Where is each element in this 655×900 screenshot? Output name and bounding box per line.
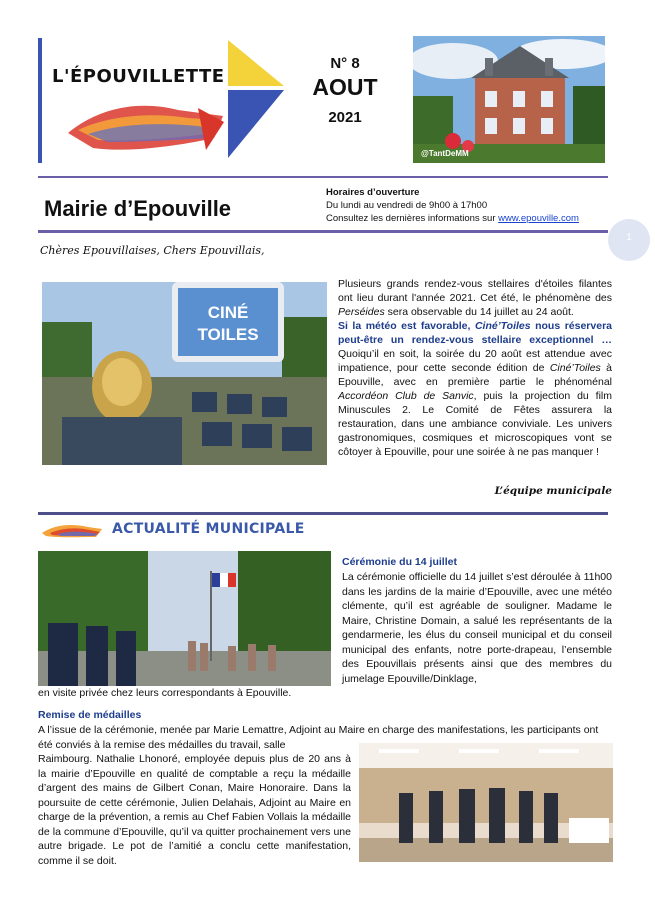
section-heading	[40, 519, 340, 541]
opening-hours	[326, 186, 579, 225]
divider	[38, 176, 608, 178]
photo-credit: @TantDeMM	[421, 149, 469, 158]
intro-paragraph	[338, 277, 612, 459]
logo-graphic	[38, 38, 288, 163]
intro-text-part: Quoiqu’il en soit, la soirée du 20 août est attendue avec impatience, pour cette seconde édition de	[338, 348, 612, 374]
brush-stroke-icon	[40, 521, 104, 539]
divider	[38, 512, 608, 515]
sign-off: L’équipe municipale	[494, 485, 612, 497]
screen-text-2: TOILES	[197, 325, 259, 344]
masthead-title: L'ÉPOUVILLETTE	[52, 66, 225, 87]
medals-text: Raimbourg. Nathalie Lhonoré, employée depuis plus de 20 ans à la mairie d’Epouville en qualité de comptable a reçu la médaille d’argent des mains de Gilbert Conan, Maire Honoraire. Dans la poursuite de cette cérémonie, Julien Delahais, Adjoint au Maire en charge de la prévention, a remis au Chef Fabien Vollais la médaille de la commune d’Epouville, qu’il va quitter prochainement vers une autre brigade. Le pot de l’amitié a conclu cette manifestation, comme il se doit.	[38, 753, 351, 867]
town-hall-photo	[413, 36, 605, 163]
intro-text-part: , puis la projection du film Minuscules 2. Le Comité de Fêtes assurera la restauration, dans une ambiance conviviale. Les univers gastronomiques, cosmiques et microscopiques vont se côtoyer à Epouville, pour une soirée à ne pas manquer !	[338, 390, 612, 458]
mairie-title: Mairie d’Epouville	[44, 196, 232, 221]
medals-lead: A l’issue de la cérémonie, menée par Marie Lemattre, Adjoint au Maire en charge des manifestations, les participants ont été conviés à la remise des médailles du travail, salle	[38, 724, 599, 751]
section-title: ACTUALITÉ MUNICIPALE	[112, 521, 305, 537]
issue-number: N° 8	[330, 55, 360, 72]
intro-text-part: Plusieurs grands rendez-vous stellaires d'étoiles filantes ont lieu durant l'année 2021. Cet été, le phénomène des	[338, 278, 612, 304]
masthead-logo	[38, 38, 288, 163]
intro-italic: Accordéon Club de Sanvic	[338, 390, 474, 402]
intro-bold-italic: Ciné’Toiles	[474, 320, 531, 332]
medals-heading: Remise de médailles	[38, 709, 142, 721]
intro-text-part: à Epouville, avec en première partie le phénoménal	[338, 362, 612, 388]
ceremony-text-tail: en visite privée chez leurs correspondants à Epouville.	[38, 687, 292, 699]
intro-bold: Si la météo est favorable,	[338, 320, 475, 332]
intro-bold: nous réservera peut-être un rendez-vous stellaire exceptionnel …	[338, 320, 613, 346]
medals-photo	[359, 743, 613, 862]
ceremony-photo	[38, 551, 331, 686]
divider	[38, 230, 608, 233]
ceremony-heading: Cérémonie du 14 juillet	[342, 556, 457, 568]
screen-text-1: CINÉ	[207, 303, 249, 322]
info-prefix: Consultez les dernières informations sur	[326, 213, 499, 224]
hours-value: Du lundi au vendredi de 9h00 à 17h00	[326, 200, 488, 211]
ceremony-text: La cérémonie officielle du 14 juillet s’est déroulée à 11h00 dans les jardins de la mairie d’Epouville, avec une météo clémente, qu’il est agréable de souligner. Madame le Maire, Christine Domain, a salué les représentants de la gendarmerie, les élus du conseil municipal et du conseil municipal des enfants, notre porte-drapeau, l’ensemble des Epouvillais présents ainsi que des membres du jumelage Epouville/Dinklage,	[342, 571, 612, 685]
website-link[interactable]: www.epouville.com	[498, 213, 579, 224]
page-number-badge: 1	[608, 219, 650, 261]
cine-toiles-photo	[42, 282, 327, 465]
intro-italic: Ciné’Toiles	[549, 362, 601, 374]
issue-year: 2021	[328, 109, 362, 126]
issue-month: AOUT	[312, 74, 378, 100]
intro-text-part: sera observable du 14 juillet au 24 août.	[384, 306, 574, 318]
issue-block	[300, 55, 390, 126]
hours-label: Horaires d’ouverture	[326, 187, 420, 198]
intro-italic: Perséides	[338, 306, 385, 318]
greeting: Chères Epouvillaises, Chers Epouvillais,	[40, 244, 265, 257]
